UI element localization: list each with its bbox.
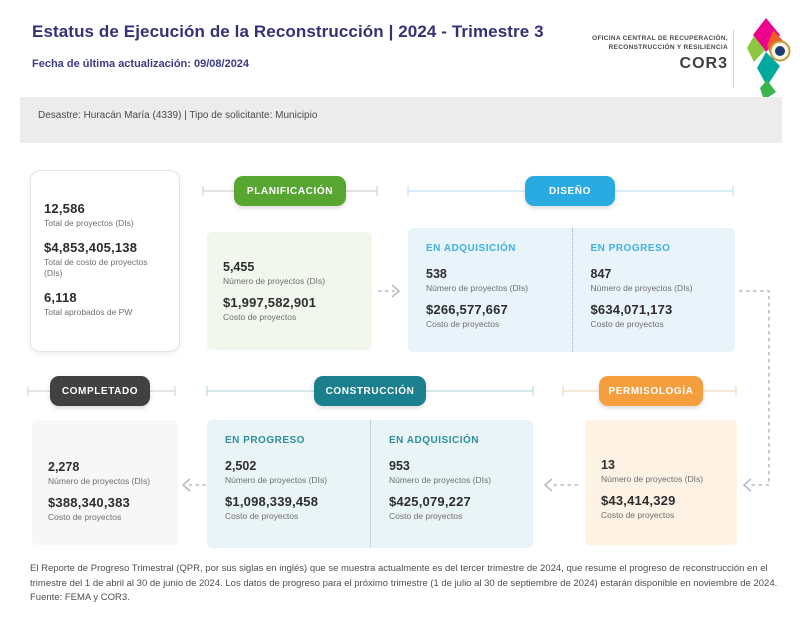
planificacion-count-label: Número de proyectos (DIs) — [223, 276, 326, 286]
construccion-adquisicion-cost: $425,079,227 — [389, 494, 471, 509]
planificacion-cost: $1,997,582,901 — [223, 295, 317, 310]
filter-bar — [20, 97, 782, 143]
construccion-adquisicion-subcard — [370, 420, 533, 548]
diseno-adquisicion-cost-label: Costo de proyectos — [426, 319, 500, 329]
construccion-progreso-count-label: Número de proyectos (DIs) — [225, 475, 328, 485]
badge-permisologia: PERMISOLOGÍA — [599, 376, 703, 406]
diseno-adquisicion-header: EN ADQUISICIÓN — [426, 243, 516, 254]
construccion-adquisicion-count: 953 — [389, 459, 410, 473]
totals-summary-card — [30, 170, 180, 352]
permisologia-cost: $43,414,329 — [601, 493, 676, 508]
construccion-progreso-cost-label: Costo de proyectos — [225, 511, 299, 521]
diseno-progreso-count-label: Número de proyectos (DIs) — [590, 283, 693, 293]
report-footnote: El Reporte de Progreso Trimestral (QPR, por sus siglas en inglés) que se muestra actualmente es del tercer trimestre de 2024, que resume el progreso de reconstrucción en el trimestre del 1 de abril al 30 de junio de 2024. Los datos de progreso para el próximo trimestre (1 de julio al 30 de septiembre de 2024) estarán disponible en noviembre de 2024. Fuente: FEMA y COR3. — [30, 563, 778, 604]
total-cost-value: $4,853,405,138 — [44, 240, 138, 256]
diseno-adquisicion-count: 538 — [426, 267, 447, 281]
planificacion-card — [207, 232, 372, 350]
permisologia-count: 13 — [601, 458, 615, 472]
completado-count-label: Número de proyectos (DIs) — [48, 476, 151, 486]
diseno-progreso-header: EN PROGRESO — [590, 243, 671, 254]
org-name-line1: OFICINA CENTRAL DE RECUPERACIÓN, — [592, 35, 728, 42]
construccion-progreso-count: 2,502 — [225, 459, 257, 473]
cor3-ribbon-logo-icon — [740, 16, 792, 102]
total-projects-value: 12,586 — [44, 201, 85, 216]
planificacion-count: 5,455 — [223, 260, 255, 274]
total-projects-label: Total de proyectos (DIs) — [44, 218, 134, 228]
badge-completado: COMPLETADO — [50, 376, 150, 406]
last-updated-text: Fecha de última actualización: 09/08/2024 — [32, 58, 250, 70]
diseno-adquisicion-cost: $266,577,667 — [426, 302, 508, 317]
diseno-adquisicion-subcard — [408, 228, 572, 352]
badge-construccion: CONSTRUCCIÓN — [314, 376, 426, 406]
permisologia-card — [585, 420, 737, 545]
page-title: Estatus de Ejecución de la Reconstrucción | 2024 - Trimestre 3 — [32, 22, 544, 41]
construccion-adquisicion-count-label: Número de proyectos (DIs) — [389, 475, 492, 485]
diseno-progreso-cost-label: Costo de proyectos — [590, 319, 664, 329]
construccion-adquisicion-cost-label: Costo de proyectos — [389, 511, 463, 521]
total-pw-value: 6,118 — [44, 290, 77, 306]
construccion-card — [207, 420, 533, 548]
construccion-progreso-cost: $1,098,339,458 — [225, 494, 319, 509]
completado-cost-label: Costo de proyectos — [48, 512, 122, 522]
total-pw-label: Total aprobados de PW — [44, 307, 133, 318]
construccion-progreso-header: EN PROGRESO — [225, 435, 305, 446]
completado-count: 2,278 — [48, 460, 80, 474]
diseno-adquisicion-count-label: Número de proyectos (DIs) — [426, 283, 529, 293]
logo-divider — [733, 30, 734, 88]
completado-cost: $388,340,383 — [48, 495, 130, 510]
org-name-line2: RECONSTRUCCIÓN Y RESILIENCIA — [608, 44, 728, 52]
construccion-adquisicion-header: EN ADQUISICIÓN — [389, 435, 479, 446]
total-cost-label: Total de costo de proyectos (DIs) — [44, 257, 148, 279]
permisologia-count-label: Número de proyectos (DIs) — [601, 474, 704, 484]
diseno-card — [408, 228, 735, 352]
badge-diseno: DISEÑO — [525, 176, 615, 206]
badge-planificacion: PLANIFICACIÓN — [234, 176, 346, 206]
permisologia-cost-label: Costo de proyectos — [601, 510, 675, 520]
completado-card — [32, 420, 178, 545]
org-name-block — [508, 34, 728, 73]
org-acronym: COR3 — [679, 54, 728, 72]
diseno-progreso-subcard — [572, 228, 736, 352]
diseno-progreso-count: 847 — [590, 267, 612, 281]
construccion-progreso-subcard — [207, 420, 370, 548]
arrow-diseno-to-permisologia — [739, 291, 769, 485]
filter-summary-text: Desastre: Huracán María (4339) | Tipo de solicitante: Municipio — [38, 110, 318, 121]
planificacion-cost-label: Costo de proyectos — [223, 312, 297, 322]
diseno-progreso-cost: $634,071,173 — [590, 302, 673, 317]
